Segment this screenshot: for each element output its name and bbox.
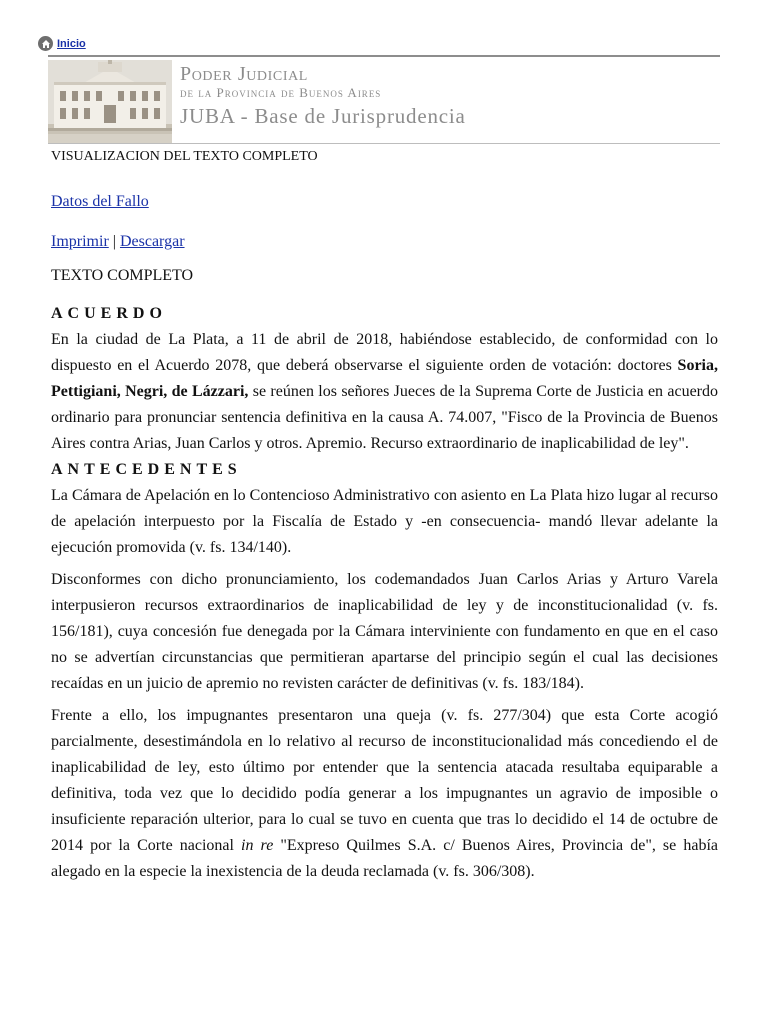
antecedentes-paragraph-1: La Cámara de Apelación en lo Contencioso Administrativo con asiento en La Plata hizo lugar al recurso de apelación interpuesto por la Fiscalía de Estado y -en consecuencia- mandó llevar adelante la ejecución promovida (v. fs. 134/140). bbox=[51, 487, 718, 556]
header-title-juba: JUBA - Base de Jurisprudencia bbox=[180, 104, 466, 128]
header-bottom-rule bbox=[48, 143, 720, 144]
p3-text-b: "Expreso Quilmes S.A. c/ Buenos Aires, Provincia de", se había alegado en la especie la inexistencia de la deuda reclamada (v. fs. 306/308). bbox=[51, 837, 718, 880]
site-header bbox=[48, 55, 720, 145]
home-icon[interactable] bbox=[38, 36, 53, 51]
p3-text-a: Frente a ello, los impugnantes presentaron una queja (v. fs. 277/304) que esta Corte acogió parcialmente, desestimándola en lo relativo al recurso de inconstitucionalidad más concediendo el de inaplicabilidad de ley, esto último por entender que la sentencia atacada resultaba equiparable a definitiva, toda vez que lo decidido podía generar a los impugnantes un agravio de imposible o insuficiente reparación ulterior, para lo cual se tuvo en cuenta que tras lo decidido el 14 de octubre de 2014 por la Corte nacional bbox=[51, 707, 718, 854]
header-title-provincia: de la Provincia de Buenos Aires bbox=[180, 85, 382, 100]
datos-del-fallo-link[interactable]: Datos del Fallo bbox=[51, 193, 149, 210]
acuerdo-paragraph bbox=[51, 327, 718, 457]
acuerdo-text-b: se reúnen los señores Jueces de la Suprema Corte de Justicia en acuerdo ordinario para pronunciar sentencia definitiva en la causa A. 74.007, "Fisco de la Provincia de Buenos Aires contra Arias, Juan Carlos y otros. Apremio. Recurso extraordinario de inaplicabilidad de ley". bbox=[51, 383, 719, 452]
header-top-rule bbox=[48, 55, 720, 57]
section-title: TEXTO COMPLETO bbox=[51, 267, 194, 284]
home-link[interactable]: Inicio bbox=[57, 37, 86, 50]
antecedentes-paragraph-2: Disconformes con dicho pronunciamiento, los codemandados Juan Carlos Arias y Arturo Varela interpusieron recursos extraordinarios de inaplicabilidad de ley y de inconstitucionalidad (v. fs. 156/181), cuya concesión fue denegada por la Cámara interviniente con fundamento en que en el caso no se advertían circunstancias que permitieran apartarse del principio según el cual las decisiones recaídas en un juicio de apremio no revisten carácter de definitivas (v. fs. 183/184). bbox=[51, 571, 718, 692]
antecedentes-paragraph-3 bbox=[51, 703, 718, 885]
actions-row bbox=[51, 233, 185, 251]
antecedentes-heading: ANTECEDENTES bbox=[51, 461, 242, 478]
p3-in-re: in re bbox=[241, 837, 274, 854]
download-link[interactable]: Descargar bbox=[119, 233, 185, 250]
top-nav bbox=[38, 36, 86, 51]
page-subtitle: VISUALIZACION DEL TEXTO COMPLETO bbox=[51, 149, 318, 164]
courthouse-image bbox=[48, 60, 172, 143]
actions-separator: | bbox=[112, 233, 116, 250]
acuerdo-text-a: En la ciudad de La Plata, a 11 de abril de 2018, habiéndose establecido, de conformidad con lo dispuesto en el Acuerdo 2078, que deberá observarse el siguiente orden de votación: doctores bbox=[51, 331, 718, 374]
acuerdo-judges: Soria, Pettigiani, Negri, de Lázzari, bbox=[51, 357, 718, 400]
print-link[interactable]: Imprimir bbox=[51, 233, 109, 250]
acuerdo-heading: ACUERDO bbox=[51, 305, 167, 322]
header-title-poder-judicial: Poder Judicial bbox=[180, 63, 308, 85]
document-body bbox=[51, 301, 718, 891]
